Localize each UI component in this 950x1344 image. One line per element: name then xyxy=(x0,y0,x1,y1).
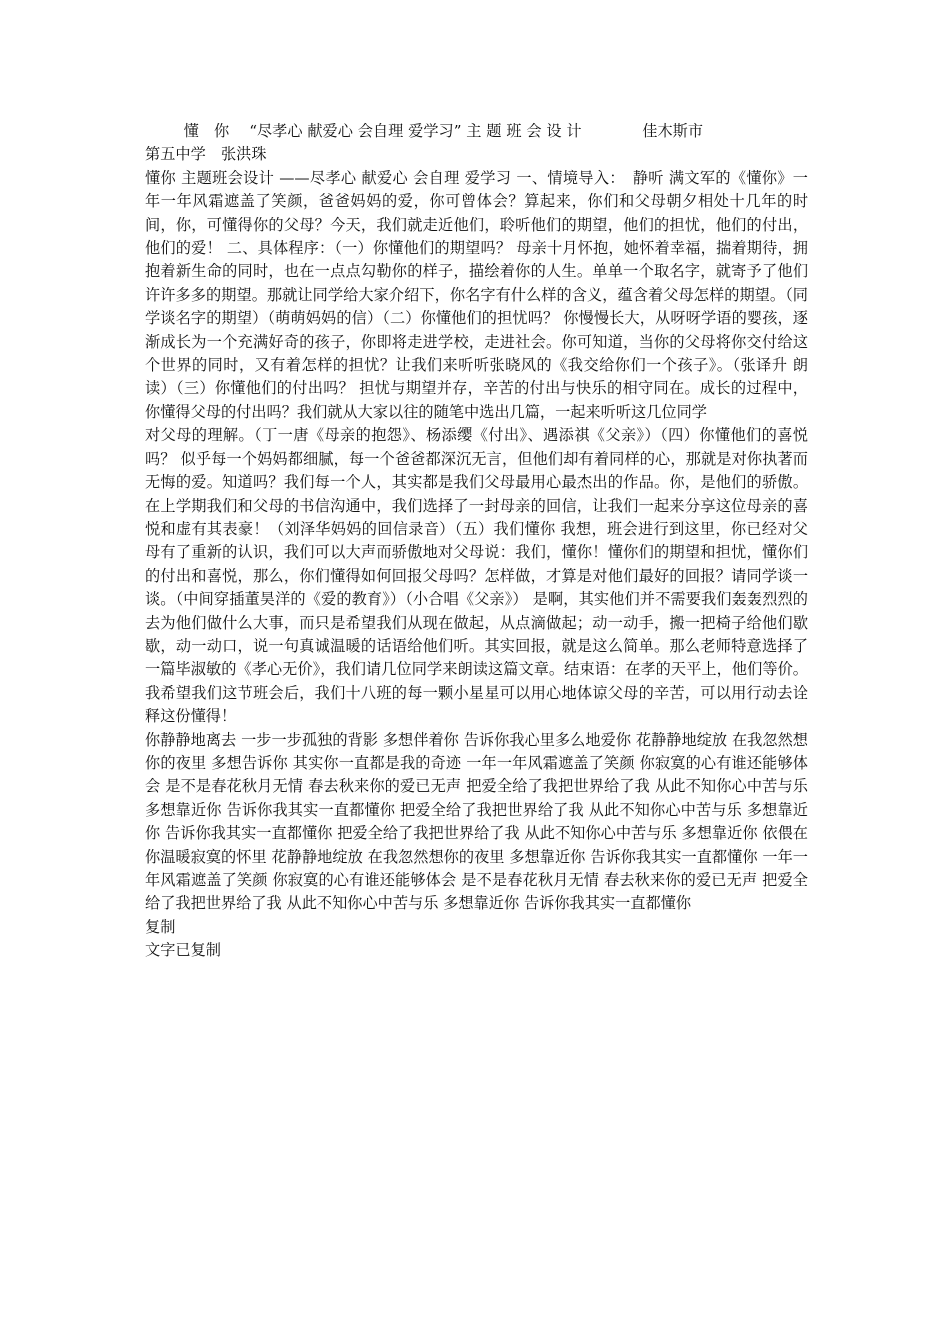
paragraph-main: 对父母的理解。（丁一唐《母亲的抱怨》、杨添缨《付出》、遇添祺《父亲》）（四）你懂他们的喜悦吗？ 似乎每一个妈妈都细腻，每一个爸爸都深沉无言，但他们却有着同样的心，那就是对你执著而无悔的爱。知道吗？我们每一个人，其实都是我们父母最用心最杰出的作品。你，是他们的骄傲。在上学期我们和父母的书信沟通中，我们选择了一封母亲的回信，让我们一起来分享这位母亲的喜悦和虚有其表豪！（刘泽华妈妈的回信录音）（五）我们懂你 我想，班会进行到这里，你已经对父母有了重新的认识，我们可以大声而骄傲地对父母说：我们，懂你！懂你们的期望和担忧，懂你们的付出和喜悦，那么，你们懂得如何回报父母吗？怎样做，才算是对他们最好的回报？请同学谈一谈。（中间穿插董昊洋的《爱的教育》）（小合唱《父亲》） 是啊，其实他们并不需要我们轰轰烈烈的去为他们做什么大事，而只是希望我们从现在做起，从点滴做起；动一动手，搬一把椅子给他们歇歇，动一动口，说一句真诚温暖的话语给他们听。其实回报，就是这么简单。那么老师特意选择了一篇毕淑敏的《孝心无价》，我们请几位同学来朗读这篇文章。结束语：在孝的天平上，他们等价。我希望我们这节班会后，我们十八班的每一颗小星星可以用心地体谅父母的辛苦，可以用行动去诠释这份懂得！ xyxy=(145,426,808,726)
copied-status: 文字已复制 xyxy=(145,941,221,960)
document-body xyxy=(145,120,808,963)
document-author: 第五中学 张洪珠 xyxy=(145,145,267,164)
copy-button[interactable]: 复制 xyxy=(145,917,176,936)
paragraph-intro: 懂你 主题班会设计 ——尽孝心 献爱心 会自理 爱学习 一、情境导入： 静听 满文军的《懂你》一年一年风霜遮盖了笑颜，爸爸妈妈的爱，你可曾体会？算起来，你们和父母朝夕相处十几年的时间，你，可懂得你的父母？今天，我们就走近他们，聆听他们的期望，他们的担忧，他们的付出，他们的爱！ 二、具体程序：（一）你懂他们的期望吗？ 母亲十月怀抱，她怀着幸福，揣着期待，拥抱着新生命的同时，也在一点点勾勒你的样子，描绘着你的人生。单单一个取名字，就寄予了他们许许多多的期望。那就让同学给大家介绍下，你名字有什么样的含义，蕴含着父母怎样的期望。（同学谈名字的期望）（萌萌妈妈的信）（二）你懂他们的担忧吗？ 你慢慢长大，从呀呀学语的婴孩，逐渐成长为一个充满好奇的孩子，你即将走进学校，走进社会。你可知道，当你的父母将你交付给这个世界的同时，又有着怎样的担忧？让我们来听听张晓风的《我交给你们一个孩子》。（张译升 朗读）（三）你懂他们的付出吗？ 担忧与期望并存，辛苦的付出与快乐的相守同在。成长的过程中，你懂得父母的付出吗？我们就从大家以往的随笔中选出几篇，一起来听听这几位同学 xyxy=(145,168,808,421)
song-lyrics: 你静静地离去 一步一步孤独的背影 多想伴着你 告诉你我心里多么地爱你 花静静地绽放 在我忽然想你的夜里 多想告诉你 其实你一直都是我的奇迹 一年一年风霜遮盖了笑颜 你寂寞的心有谁还能够体会 是不是春花秋月无情 春去秋来你的爱已无声 把爱全给了我把世界给了我 从此不知你心中苦与乐 多想靠近你 告诉你我其实一直都懂你 把爱全给了我把世界给了我 从此不知你心中苦与乐 多想靠近你 告诉你我其实一直都懂你 把爱全给了我把世界给了我 从此不知你心中苦与乐 多想靠近你 依偎在你温暖寂寞的怀里 花静静地绽放 在我忽然想你的夜里 多想靠近你 告诉你我其实一直都懂你 一年一年风霜遮盖了笑颜 你寂寞的心有谁还能够体会 是不是春花秋月无情 春去秋来你的爱已无声 把爱全给了我把世界给了我 从此不知你心中苦与乐 多想靠近你 告诉你我其实一直都懂你 xyxy=(145,730,808,913)
document-title: 懂 你 “尽孝心 献爱心 会自理 爱学习” 主 题 班 会 设 计 佳木斯市 xyxy=(145,122,704,140)
